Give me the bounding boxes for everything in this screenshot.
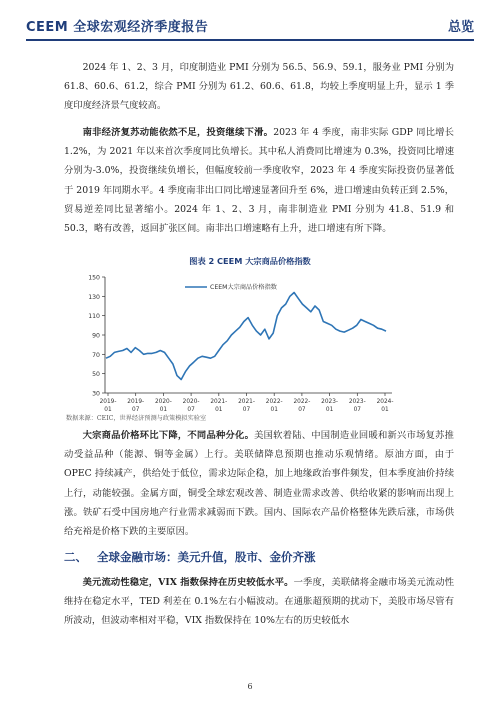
paragraph-india: 2024 年 1、2、3 月，印度制造业 PMI 分别为 56.5、56.9、59.1，服务业 PMI 分别为 61.8、60.6、61.2，综合 PMI 分别为 61.2、60.6、61.8，均较上季度明显上升，显示 1 季度印度经济景气度较高。 [64, 62, 454, 112]
paragraph-body: 2023 年 4 季度，南非实际 GDP 同比增长 1.2%，为 2021 年以来首次季度同比负增长。其中私人消费同比增速为 0.3%，投资同比增速分别为-3.0%，投资继续负增长，但幅度较前一季度收窄，2023 年 4 季度实际投资仍显著低于 2019 年同期水平。4 季度南非出口同比增速显著回升至 6%，进口增速由负转正到 2.5%，贸易逆差同比显著缩小。2024 年 1、2、3 月，南非制造业 PMI 分别为 41.8、51.9 和 50.3，略有改善，返回扩张区间。南非出口增速略有上升，进口增速有所下降。 [64, 127, 454, 235]
y-tick-label: 90 [92, 332, 100, 340]
x-tick-label: 07 [298, 407, 306, 413]
x-tick-label: 2020- [154, 399, 172, 405]
paragraph-commodities [64, 426, 454, 541]
x-tick-label: 2021- [210, 399, 228, 405]
y-tick-label: 130 [88, 293, 100, 301]
x-tick-label: 01 [270, 407, 278, 413]
x-tick-label: 07 [353, 407, 361, 413]
x-tick-label: 2019- [127, 399, 145, 405]
x-tick-label: 2022- [293, 399, 311, 405]
x-tick-label: 01 [159, 407, 168, 413]
x-tick-label: 2024- [376, 399, 394, 405]
page-number: 6 [247, 682, 253, 691]
x-tick-label: 2023- [321, 399, 339, 405]
y-tick-label: 70 [92, 351, 100, 359]
section-heading [64, 549, 316, 565]
paragraph-liquidity [64, 573, 454, 631]
x-tick-label: 2019- [99, 399, 117, 405]
x-tick-label: 07 [132, 407, 140, 413]
paragraph-body: 美国软着陆、中国制造业回暖和新兴市场复苏推动受益品种（能源、铜等金属）上行。美联储降息预期也推动乐观情绪。原油方面，由于 OPEC 持续减产，供给处于低位，需求边际企稳，加上地缘政治事件频发，但本季度油价持续上行，动能较强。金属方面，铜受全球宏观改善、制造业需求改善、供给收紧的影响而出现上涨。铁矿石受中国房地产行业需求减弱而下跌。国内、国际农产品价格整体先跌后涨，市场供给充裕是价格下跌的主要原因。 [64, 430, 454, 538]
y-tick-label: 150 [88, 274, 100, 282]
paragraph-body: 一季度，美联储将金融市场美元流动性维持在稳定水平，TED 利差在 0.1%左右小幅波动。在通胀超预期的扰动下，美股市场尽管有所波动，但波动率相对平稳，VIX 指数保持在 10%左右的历史较低水 [64, 577, 454, 627]
figure-caption: 图表 2 CEEM 大宗商品价格指数 [189, 256, 311, 266]
figure-source: 数据来源：CEIC，世界经济预测与政策模拟实验室 [66, 415, 207, 422]
x-tick-label: 2021- [238, 399, 255, 405]
paragraph-lead: 美元流动性稳定，VIX 指数保持在历史较低水平。 [82, 577, 294, 588]
report-title: CEEM 全球宏观经济季度报告 [26, 20, 209, 35]
paragraph-lead: 南非经济复苏动能依然不足，投资继续下滑。 [82, 127, 274, 138]
x-tick-label: 01 [215, 407, 223, 413]
y-tick-label: 30 [92, 390, 100, 398]
section-label: 总览 [447, 20, 474, 35]
y-tick-label: 50 [92, 371, 100, 379]
x-tick-label: 2023- [348, 399, 366, 405]
x-tick-label: 01 [381, 407, 389, 413]
x-tick-label: 07 [242, 407, 251, 413]
x-tick-label: 2022- [265, 399, 283, 405]
legend-label: CEEM大宗商品价格指数 [210, 284, 277, 292]
y-tick-label: 110 [88, 313, 100, 321]
section-number: 二、 [64, 550, 87, 564]
x-tick-label: 01 [325, 407, 334, 413]
x-tick-label: 2020- [182, 399, 200, 405]
series-line [106, 293, 386, 380]
section-title: 全球金融市场：美元升值，股市、金价齐涨 [97, 550, 316, 564]
x-tick-label: 01 [104, 407, 112, 413]
paragraph-lead: 大宗商品价格环比下降，不同品种分化。 [82, 430, 255, 441]
x-tick-label: 07 [187, 407, 195, 413]
